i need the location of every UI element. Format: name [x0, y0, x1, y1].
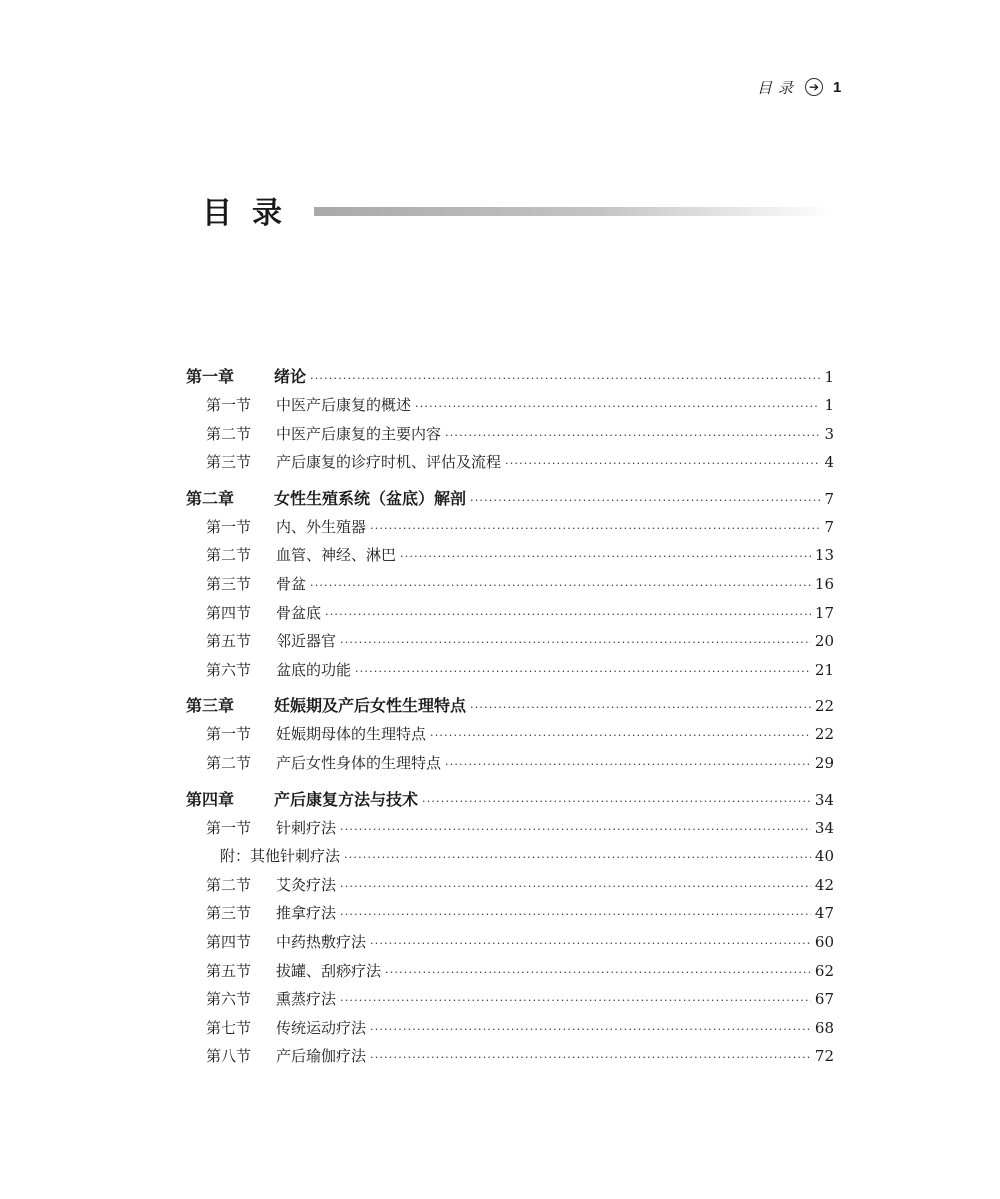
- toc-leader-dots: [430, 722, 811, 751]
- toc-entry-page-number: 47: [814, 904, 834, 923]
- toc-entry-number: 第三节: [206, 904, 252, 923]
- toc-entry-title: 骨盆: [276, 574, 307, 593]
- toc-entry-page-number: 7: [824, 517, 834, 536]
- toc-section-entry[interactable]: [186, 391, 834, 420]
- toc-entry-page-number: 4: [824, 453, 834, 472]
- toc-entry-page-number: 40: [814, 847, 834, 866]
- toc-entry-number: 第五节: [206, 632, 252, 651]
- toc-entry-number: 第一节: [206, 725, 252, 744]
- toc-entry-number: 第一章: [186, 367, 235, 386]
- toc-entry-page-number: 1: [824, 368, 834, 386]
- toc-entry-number: 第四节: [206, 603, 252, 622]
- toc-entry-page-number: 13: [814, 546, 834, 565]
- toc-section-entry[interactable]: [186, 513, 834, 542]
- toc-section-entry[interactable]: [186, 541, 834, 570]
- toc-leader-dots: [400, 543, 811, 572]
- toc-entry-page-number: 17: [814, 603, 834, 622]
- toc-entry-page-number: 22: [814, 697, 834, 716]
- toc-entry-title: 中医产后康复的主要内容: [276, 424, 442, 443]
- toc-entry-title: 拔罐、刮痧疗法: [276, 961, 382, 980]
- toc-entry-title: 血管、神经、淋巴: [276, 546, 397, 565]
- toc-entry-title: 内、外生殖器: [276, 517, 367, 536]
- toc-entry-number: 第二章: [186, 488, 235, 508]
- toc-entry-title: 产后瑜伽疗法: [276, 1047, 367, 1066]
- toc-section-entry[interactable]: [186, 928, 834, 957]
- toc-section-entry[interactable]: [186, 720, 834, 749]
- toc-leader-dots: [470, 486, 820, 515]
- toc-entry-number: 第八节: [206, 1047, 252, 1066]
- toc-section-entry[interactable]: [186, 871, 834, 900]
- toc-chapter-entry[interactable]: [186, 785, 834, 814]
- toc-entry-page-number: 68: [814, 1018, 834, 1037]
- toc-entry-page-number: 72: [814, 1047, 834, 1066]
- toc-entry-page-number: 7: [824, 489, 834, 508]
- toc-entry-title: 附：其他针刺疗法: [220, 847, 341, 866]
- toc-leader-dots: [445, 751, 811, 780]
- toc-appendix-entry[interactable]: [186, 842, 834, 871]
- toc-leader-dots: [340, 816, 811, 845]
- toc-leader-dots: [422, 787, 811, 816]
- toc-leader-dots: [325, 601, 811, 630]
- toc-entry-title: 针刺疗法: [276, 818, 337, 837]
- toc-entry-page-number: 29: [814, 753, 834, 772]
- toc-leader-dots: [344, 844, 811, 873]
- toc-entry-title: 中药热敷疗法: [276, 932, 367, 951]
- toc-entry-number: 第一节: [206, 396, 252, 414]
- toc-leader-dots: [445, 422, 820, 451]
- toc-entry-page-number: 16: [814, 574, 834, 593]
- toc-entry-title: 产后康复的诊疗时机、评估及流程: [276, 453, 502, 472]
- toc-entry-number: 第四节: [206, 932, 252, 951]
- title-decorative-bar: [314, 207, 834, 216]
- toc-leader-dots: [370, 930, 811, 959]
- toc-leader-dots: [370, 515, 820, 544]
- toc-entry-page-number: 42: [814, 875, 834, 894]
- toc-entry-title: 中医产后康复的概述: [276, 396, 412, 414]
- toc-entry-title: 盆底的功能: [276, 660, 352, 679]
- toc-chapter-entry[interactable]: [186, 484, 834, 513]
- toc-entry-title: 推拿疗法: [276, 904, 337, 923]
- toc-leader-dots: [310, 364, 820, 393]
- toc-entry-page-number: 22: [814, 725, 834, 744]
- toc-entry-title: 艾灸疗法: [276, 875, 337, 894]
- table-of-contents: [186, 362, 834, 1071]
- toc-section-entry[interactable]: [186, 627, 834, 656]
- toc-leader-dots: [310, 572, 811, 601]
- toc-section-entry[interactable]: [186, 957, 834, 986]
- toc-entry-page-number: 34: [814, 790, 834, 809]
- toc-section-entry[interactable]: [186, 420, 834, 449]
- toc-section-entry[interactable]: [186, 985, 834, 1014]
- running-header-page-number: 1: [833, 78, 842, 96]
- toc-leader-dots: [370, 1016, 811, 1045]
- toc-entry-number: 第二节: [206, 753, 252, 772]
- toc-entry-number: 第三节: [206, 574, 252, 593]
- toc-leader-dots: [385, 959, 811, 988]
- toc-leader-dots: [340, 629, 811, 658]
- toc-entry-page-number: 67: [814, 990, 834, 1009]
- toc-entry-number: 第三节: [206, 453, 252, 472]
- running-header: [757, 74, 841, 100]
- toc-entry-title: 熏蒸疗法: [276, 990, 337, 1009]
- toc-entry-number: 第六节: [206, 660, 252, 679]
- toc-leader-dots: [340, 987, 811, 1016]
- toc-entry-number: 第一节: [206, 517, 252, 536]
- toc-entry-page-number: 1: [824, 396, 834, 414]
- toc-entry-page-number: 21: [814, 660, 834, 679]
- toc-entry-number: 第三章: [186, 696, 235, 716]
- toc-entry-number: 第七节: [206, 1018, 252, 1037]
- toc-entry-title: 绪论: [274, 367, 307, 386]
- toc-section-entry[interactable]: [186, 899, 834, 928]
- page-title: 目录: [202, 196, 302, 231]
- toc-leader-dots: [505, 450, 820, 479]
- toc-entry-title: 产后康复方法与技术: [274, 789, 419, 809]
- toc-leader-dots: [415, 393, 820, 422]
- toc-leader-dots: [370, 1044, 811, 1073]
- toc-section-entry[interactable]: [186, 1042, 834, 1071]
- toc-entry-title: 妊娠期及产后女性生理特点: [274, 696, 467, 716]
- toc-section-entry[interactable]: [186, 656, 834, 685]
- toc-section-entry[interactable]: [186, 448, 834, 477]
- toc-entry-page-number: 20: [814, 632, 834, 651]
- toc-entry-number: 第二节: [206, 424, 252, 443]
- toc-entry-number: 第六节: [206, 990, 252, 1009]
- toc-entry-title: 女性生殖系统（盆底）解剖: [274, 488, 467, 508]
- toc-entry-number: 第一节: [206, 818, 252, 837]
- toc-entry-page-number: 62: [814, 961, 834, 980]
- toc-entry-title: 妊娠期母体的生理特点: [276, 725, 427, 744]
- toc-leader-dots: [340, 873, 811, 902]
- toc-leader-dots: [340, 901, 811, 930]
- toc-leader-dots: [355, 658, 811, 687]
- toc-section-entry[interactable]: [186, 599, 834, 628]
- toc-entry-number: 第二节: [206, 875, 252, 894]
- toc-entry-page-number: 60: [814, 932, 834, 951]
- toc-entry-page-number: 3: [824, 424, 834, 443]
- toc-chapter-entry[interactable]: [186, 362, 834, 391]
- toc-entry-title: 邻近器官: [276, 632, 337, 651]
- toc-section-entry[interactable]: [186, 570, 834, 599]
- toc-entry-title: 传统运动疗法: [276, 1018, 367, 1037]
- toc-entry-number: 第四章: [186, 789, 235, 809]
- toc-entry-title: 骨盆底: [276, 603, 322, 622]
- toc-section-entry[interactable]: [186, 814, 834, 843]
- running-header-title: 目录: [757, 78, 800, 97]
- circled-arrow-right-icon: ➔: [805, 78, 823, 96]
- toc-entry-page-number: 34: [814, 818, 834, 837]
- toc-section-entry[interactable]: [186, 749, 834, 778]
- toc-section-entry[interactable]: [186, 1014, 834, 1043]
- toc-entry-number: 第五节: [206, 961, 252, 980]
- toc-leader-dots: [470, 693, 811, 722]
- toc-entry-title: 产后女性身体的生理特点: [276, 753, 442, 772]
- toc-chapter-entry[interactable]: [186, 691, 834, 720]
- toc-entry-number: 第二节: [206, 546, 252, 565]
